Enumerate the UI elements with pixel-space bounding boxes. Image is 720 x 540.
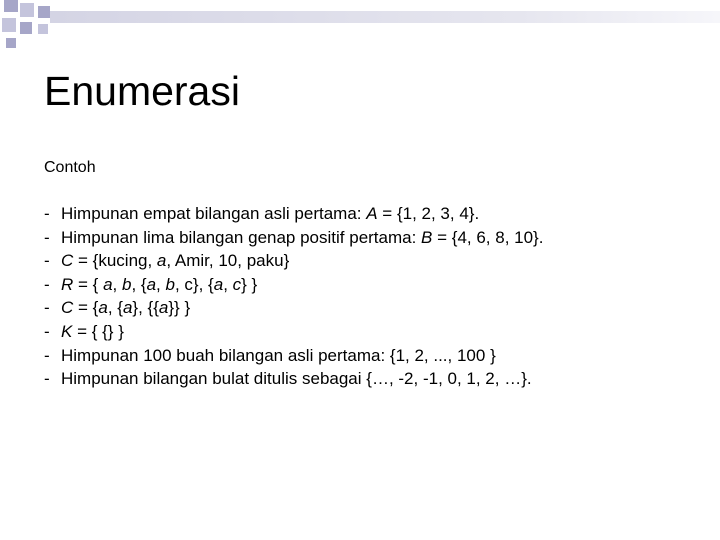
item-text: = {kucing, <box>73 251 157 271</box>
bullet-dash: - <box>44 274 50 294</box>
math-variable: a <box>146 274 157 294</box>
math-variable: a <box>213 274 224 294</box>
deco-square <box>38 6 50 18</box>
item-text: , <box>223 274 233 294</box>
math-variable: a <box>103 274 113 294</box>
math-variable: A <box>366 204 378 223</box>
list-item <box>44 296 543 320</box>
item-text: , c}, { <box>174 274 214 294</box>
math-variable: K <box>61 321 73 341</box>
deco-square <box>4 0 18 12</box>
bullet-dash: - <box>44 251 50 271</box>
deco-square <box>20 3 34 17</box>
bullet-dash: - <box>44 204 50 223</box>
list-item <box>44 249 543 273</box>
bullet-dash: - <box>44 321 50 341</box>
bullet-dash: - <box>44 369 50 389</box>
header-band <box>50 11 720 23</box>
item-text: , <box>112 274 122 294</box>
header-decoration <box>0 0 720 60</box>
item-text: } } <box>241 274 258 294</box>
item-text: = {1, 2, 3, 4}. <box>377 204 480 223</box>
list-item <box>44 202 543 226</box>
bullet-dash: - <box>44 298 50 318</box>
list-item <box>44 226 543 250</box>
item-text: Himpunan lima bilangan genap positif pertama: <box>61 227 422 247</box>
math-variable: B <box>421 227 433 247</box>
item-text: = {4, 6, 8, 10}. <box>432 227 544 247</box>
item-text: = { <box>73 298 99 318</box>
deco-square <box>6 38 16 48</box>
list-item <box>44 320 543 344</box>
math-variable: a <box>98 298 108 318</box>
item-text: , { <box>131 274 147 294</box>
list-item <box>44 273 543 297</box>
item-text: = { <box>73 274 104 294</box>
deco-square <box>38 24 48 34</box>
bullet-dash: - <box>44 227 50 247</box>
math-variable: C <box>61 298 74 318</box>
item-text: Himpunan 100 buah bilangan asli pertama: {1, 2, ..., 100 } <box>61 345 496 365</box>
math-variable: a <box>156 251 167 271</box>
list-item <box>44 367 543 391</box>
item-text: Himpunan empat bilangan asli pertama: <box>61 204 367 223</box>
slide-title: Enumerasi <box>44 68 240 114</box>
item-text: , <box>156 274 166 294</box>
item-text: , { <box>107 298 123 318</box>
list-item <box>44 344 543 368</box>
math-variable: R <box>61 274 74 294</box>
slide-subtitle: Contoh <box>44 159 96 176</box>
bullet-dash: - <box>44 345 50 365</box>
math-variable: b <box>165 274 175 294</box>
example-list <box>44 202 543 391</box>
deco-square <box>20 22 32 34</box>
math-variable: C <box>61 251 74 271</box>
math-variable: c <box>232 274 242 294</box>
item-text: }, {{ <box>132 298 159 318</box>
math-variable: a <box>158 298 169 318</box>
deco-square <box>2 18 16 32</box>
math-variable: a <box>122 298 133 318</box>
math-variable: b <box>121 274 132 294</box>
item-text: }} } <box>168 298 191 318</box>
item-text: = { {} } <box>72 321 124 341</box>
item-text: , Amir, 10, paku} <box>166 251 290 271</box>
item-text: Himpunan bilangan bulat ditulis sebagai {…, -2, -1, 0, 1, 2, …}. <box>61 369 532 389</box>
